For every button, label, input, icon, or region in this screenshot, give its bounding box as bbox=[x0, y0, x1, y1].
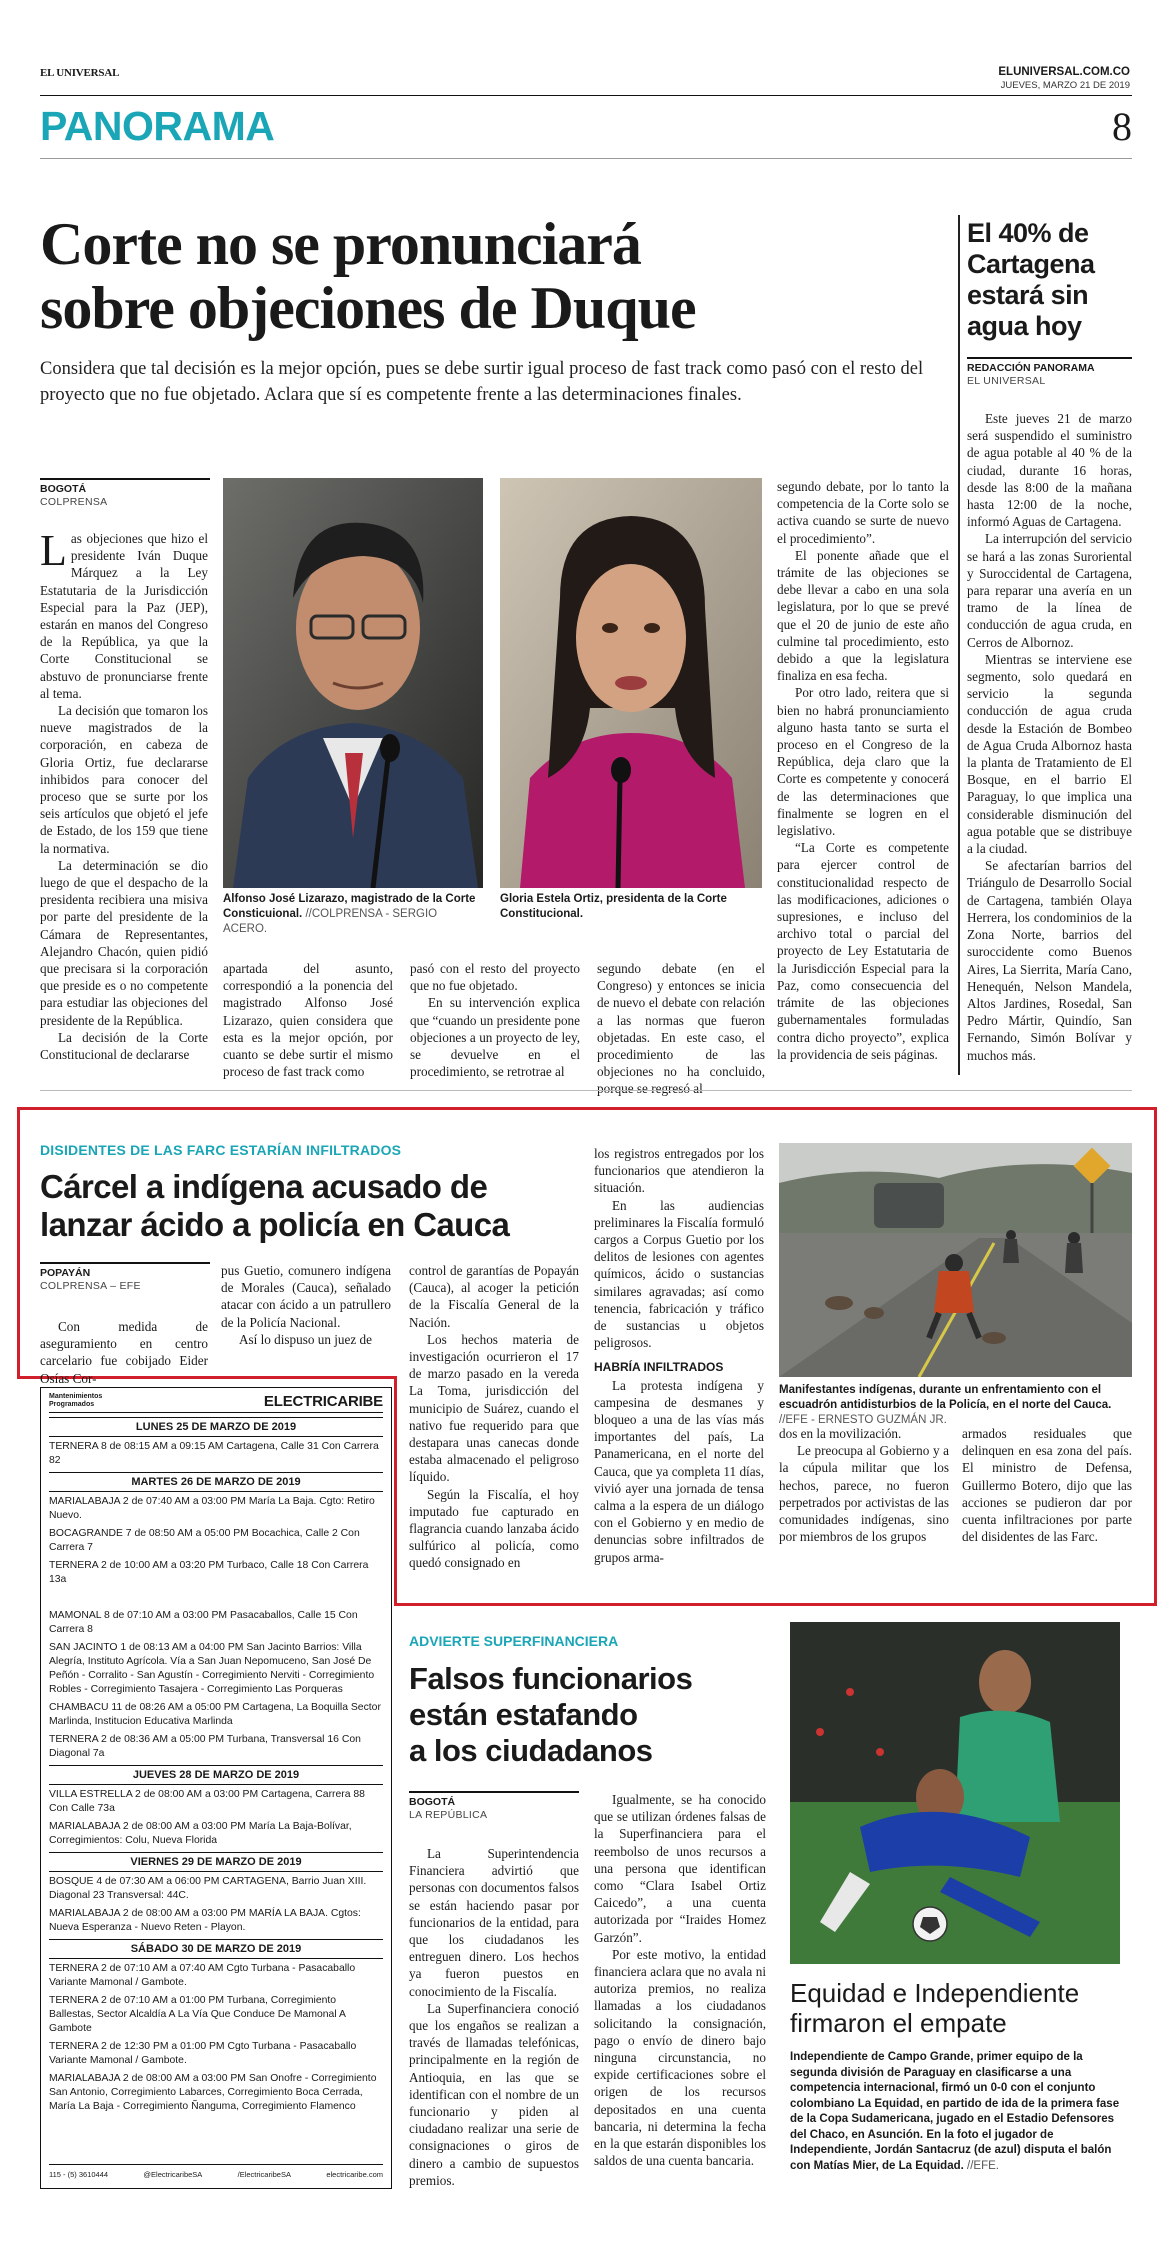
lead-col5: segundo debate, por lo tanto la competencia de la Corte solo se activa cuando se surte de nuevo el procedimiento”. El ponente añade que el trámite de las objeciones se debe llevar a cabo en una sola legislatura, por lo que se prevé que el 20 de junio de este año culmine tal procedimiento, esto debido a que la legislatura finaliza en esa fecha. Por otro lado, reitera que si bien no habrá pronunciamiento alguno hasta tanto se surta el proceso en el Congreso de la República, deja claro que la Corte es competente y conocerá de las determinaciones que finalmente se logren en el legislativo. “La Corte es competente para ejercer control de constitucionalidad respecto de las modificaciones, adiciones o supresiones, e incluso del archivo total o parcial del proyecto de Ley Estatutaria de la Jurisdicción Especial para la Paz, como consecuencia del trámite de las objeciones gubernamentales formuladas contra dicho proyecto”, explica la providencia de seis páginas. bbox=[777, 479, 949, 1062]
masthead-rule bbox=[40, 95, 1132, 96]
ad-entry: MARIALABAJA 2 de 08:00 AM a 03:00 PM María La Baja-Bolívar, Corregimientos: Colu, Nueva Florida bbox=[49, 1821, 352, 1846]
ad-entry: TERNERA 8 de 08:15 AM a 09:15 AM Cartagena, Calle 31 Con Carrera 82 bbox=[49, 1441, 379, 1466]
ad-day-title: SÁBADO 30 DE MARZO DE 2019 bbox=[49, 1939, 383, 1959]
ad-small-label: Mantenimientos Programados bbox=[49, 1393, 103, 1408]
lead-photo-ortiz bbox=[500, 478, 762, 888]
ad-day-title: LUNES 25 DE MARZO DE 2019 bbox=[49, 1417, 383, 1437]
lead-byline bbox=[40, 478, 210, 509]
ortiz-portrait-icon bbox=[500, 478, 762, 888]
ad-brand: ELECTRICARIBE bbox=[263, 1393, 383, 1410]
farc-highlight-box-left bbox=[394, 1376, 397, 1606]
farc-col2: pus Guetio, comunero indígena de Morales (Cauca), señalado atacar con ácido a un patrullero de la Policía Nacional. Así lo dispuso un juez de bbox=[221, 1263, 391, 1347]
ad-footer bbox=[49, 2164, 383, 2182]
masthead-site[interactable]: ELUNIVERSAL.COM.CO bbox=[998, 66, 1130, 78]
ad-facebook[interactable]: /ElectricaribeSA bbox=[237, 2170, 291, 2179]
lead-byline-agency: COLPRENSA bbox=[40, 496, 108, 508]
lead-col1-p2: La determinación se dio luego de que el despacho de la presidenta recibiera una misiva por parte del presidente de la Cámara de Representantes, Alejandro Chacón, quien pidió que precisara si la corporación que preside es o no competente para estudiar las objeciones del presidente de la República. bbox=[40, 857, 208, 1028]
superfin-kicker: ADVIERTE SUPERFINANCIERA bbox=[409, 1633, 619, 1649]
ad-entry: MAMONAL 8 de 07:10 AM a 03:00 PM Pasacaballos, Calle 15 Con Carrera 8 bbox=[49, 1610, 358, 1635]
lead-col1-p0: Las objeciones que hizo el presidente Iván Duque Márquez a la Ley Estatutaria de la Jurisdicción Especial para la Paz (JEP), estarán en manos del Congreso de la República, ya que la Corte Constitucional se abstuvo de pronunciarse frente al tema. bbox=[40, 526, 208, 701]
ad-entry: MARIALABAJA 2 de 07:40 AM a 03:00 PM María La Baja. Cgto: Retiro Nuevo. bbox=[49, 1496, 375, 1521]
ad-header bbox=[49, 1393, 383, 1413]
lizarazo-portrait-icon bbox=[223, 478, 483, 888]
masthead-date: JUEVES, MARZO 21 DE 2019 bbox=[1000, 80, 1130, 91]
masthead-logo: EL UNIVERSAL bbox=[40, 67, 120, 79]
section-divider bbox=[40, 1090, 1132, 1091]
ad-phone[interactable]: 115 - (5) 3610444 bbox=[49, 2170, 109, 2179]
ad-entry: BOSQUE 4 de 07:30 AM a 06:00 PM CARTAGENA, Barrio Juan XIII. Diagonal 23 Transversal: 44C. bbox=[49, 1876, 367, 1901]
section-rule bbox=[40, 158, 1132, 159]
lead-col1 bbox=[40, 526, 208, 1063]
ad-entry: TERNERA 2 de 07:10 AM a 01:00 PM Turbana, Corregimiento Ballestas, Sector Alcaldía A La Vía Que Conduce De Mamonal A Gambote bbox=[49, 1995, 346, 2034]
farc-photo-caption: Manifestantes indígenas, durante un enfrentamiento con el escuadrón antidisturbios de la Policía, en el norte del Cauca. //EFE - ERNESTO GUZMÁN JR. bbox=[779, 1384, 1112, 1426]
ad-entry: TERNERA 2 de 08:36 AM a 05:00 PM Turbana, Transversal 16 Con Diagonal 7a bbox=[49, 1734, 361, 1759]
protest-scene-icon bbox=[779, 1143, 1132, 1377]
ad-twitter[interactable]: @ElectricaribeSA bbox=[143, 2170, 203, 2179]
ad-day-title: JUEVES 28 DE MARZO DE 2019 bbox=[49, 1765, 383, 1785]
page-number: 8 bbox=[1112, 104, 1132, 149]
farc-col4: los registros entregados por los funcionarios que atendieron la situación. En las audiencias preliminares la Fiscalía formuló cargos a Corpus Guetio por los delitos de lesiones con agentes químicos, ácido o sustancias similares agravadas; así como tenencia, fabricación y tráfico de sustancias u objetos peligrosos. HABRÍA INFILTRADOS La protesta indígena y campesina de desmanes y bloqueo a una de las vías más importantes del país, La Panamericana, en el norte del Cauca, que ya completa 11 días, vivió ayer una jornada de tensa calma a la espera de un diálogo con el Gobierno y en medio de denuncias sobre infiltrados de grupos arma- bbox=[594, 1146, 764, 1565]
superfin-col1: La Superintendencia Financiera advirtió que personas con documentos falsos se están haciendo pasar por funcionarios de la entidad, para que los ciudadanos les entreguen dinero. Los hechos ya fueron puestos en conocimiento de la Fiscalía. La Superfinanciera conoció que los engaños se realizan a través de llamadas telefónicas, principalmente en la región de Antioquia, en las que se identifican con el nombre de un funcionario y piden al ciudadano realizar una serie de consignaciones o giros de dinero a cambio de supuestos premios. bbox=[409, 1846, 579, 2188]
ad-entry: MARIALABAJA 2 de 08:00 AM a 03:00 PM San Onofre - Corregimiento San Antonio, Corregimiento Labarces, Corregimiento Boca Cerrada, María La Baja - Corregimiento Ñanguma, Corregimiento Flamenco bbox=[49, 2073, 377, 2112]
ad-entry: CHAMBACU 11 de 08:26 AM a 05:00 PM Cartagena, La Boquilla Sector Marlinda, Institucion Educativa Marlinda bbox=[49, 1702, 381, 1727]
ad-website[interactable]: electricaribe.com bbox=[326, 2170, 383, 2179]
superfin-headline: Falsos funcionarios están estafando a los ciudadanos bbox=[409, 1661, 693, 1768]
farc-subhead: HABRÍA INFILTRADOS bbox=[594, 1360, 724, 1375]
sidebar-divider bbox=[958, 215, 960, 1075]
farc-photo-protest bbox=[779, 1143, 1132, 1377]
lead-headline-line2: sobre objeciones de Duque bbox=[40, 275, 696, 341]
ad-entry: MARIALABAJA 2 de 08:00 AM a 03:00 PM MARÍA LA BAJA. Cgtos: Nueva Esperanza - Nuevo Reten - Playon. bbox=[49, 1908, 361, 1933]
farc-highlight-box-base bbox=[394, 1603, 1157, 1606]
sidebar-body: Este jueves 21 de marzo será suspendido el suministro de agua potable al 40 % de la ciudad, durante 16 horas, desde las 8:00 de la mañana hasta 12:00 de la noche, informó Aguas de Cartagena. La interrupción del servicio se hará a las zonas Suroriental y Suroccidental de Cartagena, para reparar una avería en un tramo de la línea de conducción de agua cruda, en Cerros de Albornoz. Mientras se interviene ese segmento, solo quedará en servicio la segunda conducción de agua cruda desde la Estación de Bombeo de Agua Cruda Albornoz hasta la planta de Tratamiento de El Bosque, en el barrio El Paraguay, lo que implica una considerable disminución del agua potable que se distribuye a la ciudad. Se afectarían barrios del Triángulo de Desarrollo Social de Cartagena, también Olaya Herrera, los condominios de la Zona Norte, barrios del suroccidente como Buenos Aires, La Sierrita, María Cano, Henequén, Nelson Mandela, Altos Jardines, Rosedal, San Pedro Mártir, Quindío, San Fernando, Simón Bolívar y muchos más. bbox=[967, 411, 1132, 1063]
ad-day-title: VIERNES 29 DE MARZO DE 2019 bbox=[49, 1852, 383, 1872]
ad-entry: TERNERA 2 de 12:30 PM a 01:00 PM Cgto Turbana - Pasacaballo Variante Mamonal / Gambote. bbox=[49, 2041, 357, 2066]
lead-col4: segundo debate (en el Congreso) y entonces se inicia de nuevo el debate con relación a las normas que fueron objetadas. En este caso, el procedimiento de las objeciones no ha concluido, porque se regresó al bbox=[597, 961, 765, 1097]
farc-col3: control de garantías de Popayán (Cauca), al acoger la petición de la Fiscalía General de la Nación. Los hechos materia de investigación ocurrieron el 17 de marzo pasado en la vereda La Toma, jurisdicción del municipio de Suárez, cuando el nativo fue requerido para que destapara unas canecas donde estaba almacenado el peligroso líquido. Según la Fiscalía, el hoy imputado fue capturado en flagrancia cuando lanzaba ácido sulfúrico al policía, como quedó consignado en bbox=[409, 1263, 579, 1571]
ad-day-title: MARTES 26 DE MARZO DE 2019 bbox=[49, 1472, 383, 1492]
sports-photo bbox=[790, 1622, 1120, 1964]
lead-col1-p3: La decisión de la Corte Constitucional de declararse bbox=[40, 1029, 208, 1063]
lead-byline-place: BOGOTÁ bbox=[40, 483, 87, 495]
football-match-icon bbox=[790, 1622, 1120, 1964]
electricaribe-ad bbox=[40, 1387, 392, 2189]
farc-col6: armados residuales que delinquen en esa zona del país. El ministro de Defensa, Guillermo Botero, dijo que las acciones se pudieron dar por cuenta infiltraciones por parte del disidentes de las Farc. bbox=[962, 1426, 1132, 1545]
section-title: PANORAMA bbox=[40, 103, 275, 149]
farc-col1: Con medida de aseguramiento en centro carcelario fue cobijado Eider Osías Cor- bbox=[40, 1319, 208, 1386]
ad-entry: TERNERA 2 de 07:10 AM a 07:40 AM Cgto Turbana - Pasacaballo Variante Mamonal / Gambote. bbox=[49, 1963, 356, 1988]
lead-headline bbox=[40, 212, 960, 340]
farc-byline: POPAYÁN COLPRENSA – EFE bbox=[40, 1262, 210, 1293]
ad-entry: TERNERA 2 de 10:00 AM a 03:20 PM Turbaco, Calle 18 Con Carrera 13a bbox=[49, 1560, 369, 1585]
lead-photo-lizarazo bbox=[223, 478, 483, 888]
sports-headline: Equidad e Independiente firmaron el empate bbox=[790, 1978, 1080, 2038]
ad-entry: SAN JACINTO 1 de 08:13 AM a 04:00 PM San Jacinto Barrios: Villa Alegría, Instituto Agrícola. Vía a San Juan Nepomuceno, San José De Peñón - Corralito - San Agustín - Corregimiento Nerviti - Corregimiento Robles - Corregimiento Tasajera - Corregimiento Las Porqueras bbox=[49, 1642, 375, 1695]
superfin-col2: Igualmente, se ha conocido que se utilizan órdenes falsas de la Superfinanciera para el reembolso de unos recursos a una persona que identifican como “Clara Isabel Ortiz Caicedo”, a una cuenta autorizada por “Iraides Homez Garzón”. Por este motivo, la entidad financiera aclara que no avala ni autoriza premios, no realiza llamadas a los ciudadanos solicitando la consignación, pago o envío de dinero bajo ninguna circunstancia, no expide certificaciones sobre el origen de los recursos depositados en una cuenta bancaria, ni determina la fecha en la que estarán disponibles los saldos de una cuenta bancaria. bbox=[594, 1792, 766, 2169]
sidebar-headline: El 40% de Cartagena estará sin agua hoy bbox=[967, 218, 1095, 341]
lead-col1-p1: La decisión que tomaron los nueve magistrados de la corporación, en cabeza de Gloria Ortiz, fue declararse inhibidos para conocer del proceso que se surte por los seis artículos que objetó el jefe de Estado, de los 159 que tiene la normativa. bbox=[40, 703, 208, 856]
farc-col5: dos en la movilización. Le preocupa al Gobierno y a la cúpula militar que los hechos, parece, no fueron perpetrados por activistas de las comunidades indígenas, sino por miembros de los grupos bbox=[779, 1426, 949, 1545]
ad-entry: VILLA ESTRELLA 2 de 08:00 AM a 03:00 PM Cartagena, Carrera 88 Con Calle 73a bbox=[49, 1789, 365, 1814]
farc-headline: Cárcel a indígena acusado de lanzar ácido a policía en Cauca bbox=[40, 1168, 510, 1243]
farc-kicker: DISIDENTES DE LAS FARC ESTARÍAN INFILTRADOS bbox=[40, 1142, 402, 1158]
sidebar-byline: REDACCIÓN PANORAMA EL UNIVERSAL bbox=[967, 357, 1132, 388]
ad-entry: BOCAGRANDE 7 de 08:50 AM a 05:00 PM Bocachica, Calle 2 Con Carrera 7 bbox=[49, 1528, 360, 1553]
lead-photo2-caption: Gloria Estela Ortiz, presidenta de la Corte Constitucional. bbox=[500, 893, 727, 920]
lead-headline-line1: Corte no se pronunciará bbox=[40, 211, 641, 277]
lead-col3: pasó con el resto del proyecto que no fue objetado. En su intervención explica que “cuando un presidente pone objeciones a un proyecto de ley, se devuelve en el procedimiento, se retrotrae al bbox=[410, 961, 580, 1080]
sports-caption: Independiente de Campo Grande, primer equipo de la segunda división de Paraguay en clasificarse a una competencia internacional, firmó un 0-0 con el conjunto colombiano La Equidad, en partido de ida de la primera fase de la Copa Sudamericana, jugado en el Estadio Defensores del Chaco, en Asunción. En la foto el jugador de Independiente, Jordán Santacruz (de azul) disputa el balón con Matías Mier, de La Equidad. //EFE. bbox=[790, 2051, 1120, 2172]
superfin-byline: BOGOTÁ LA REPÚBLICA bbox=[409, 1791, 579, 1822]
lead-photo1-caption: Alfonso José Lizarazo, magistrado de la Corte Consticuional. //COLPRENSA - SERGIO ACERO. bbox=[223, 893, 476, 935]
lead-dropcap: L bbox=[40, 526, 67, 575]
lead-col2: apartada del asunto, correspondió a la ponencia del magistrado Alfonso José Lizarazo, quien considera que esta es la mejor opción, por cuanto se debe surtir el mismo proceso de fast track como bbox=[223, 961, 393, 1080]
lead-deck: Considera que tal decisión es la mejor opción, pues se debe surtir igual proceso de fast track como pasó con el resto del proyecto que no fue objetado. Aclara que sí es competente frente a las determinaciones finales. bbox=[40, 359, 924, 405]
